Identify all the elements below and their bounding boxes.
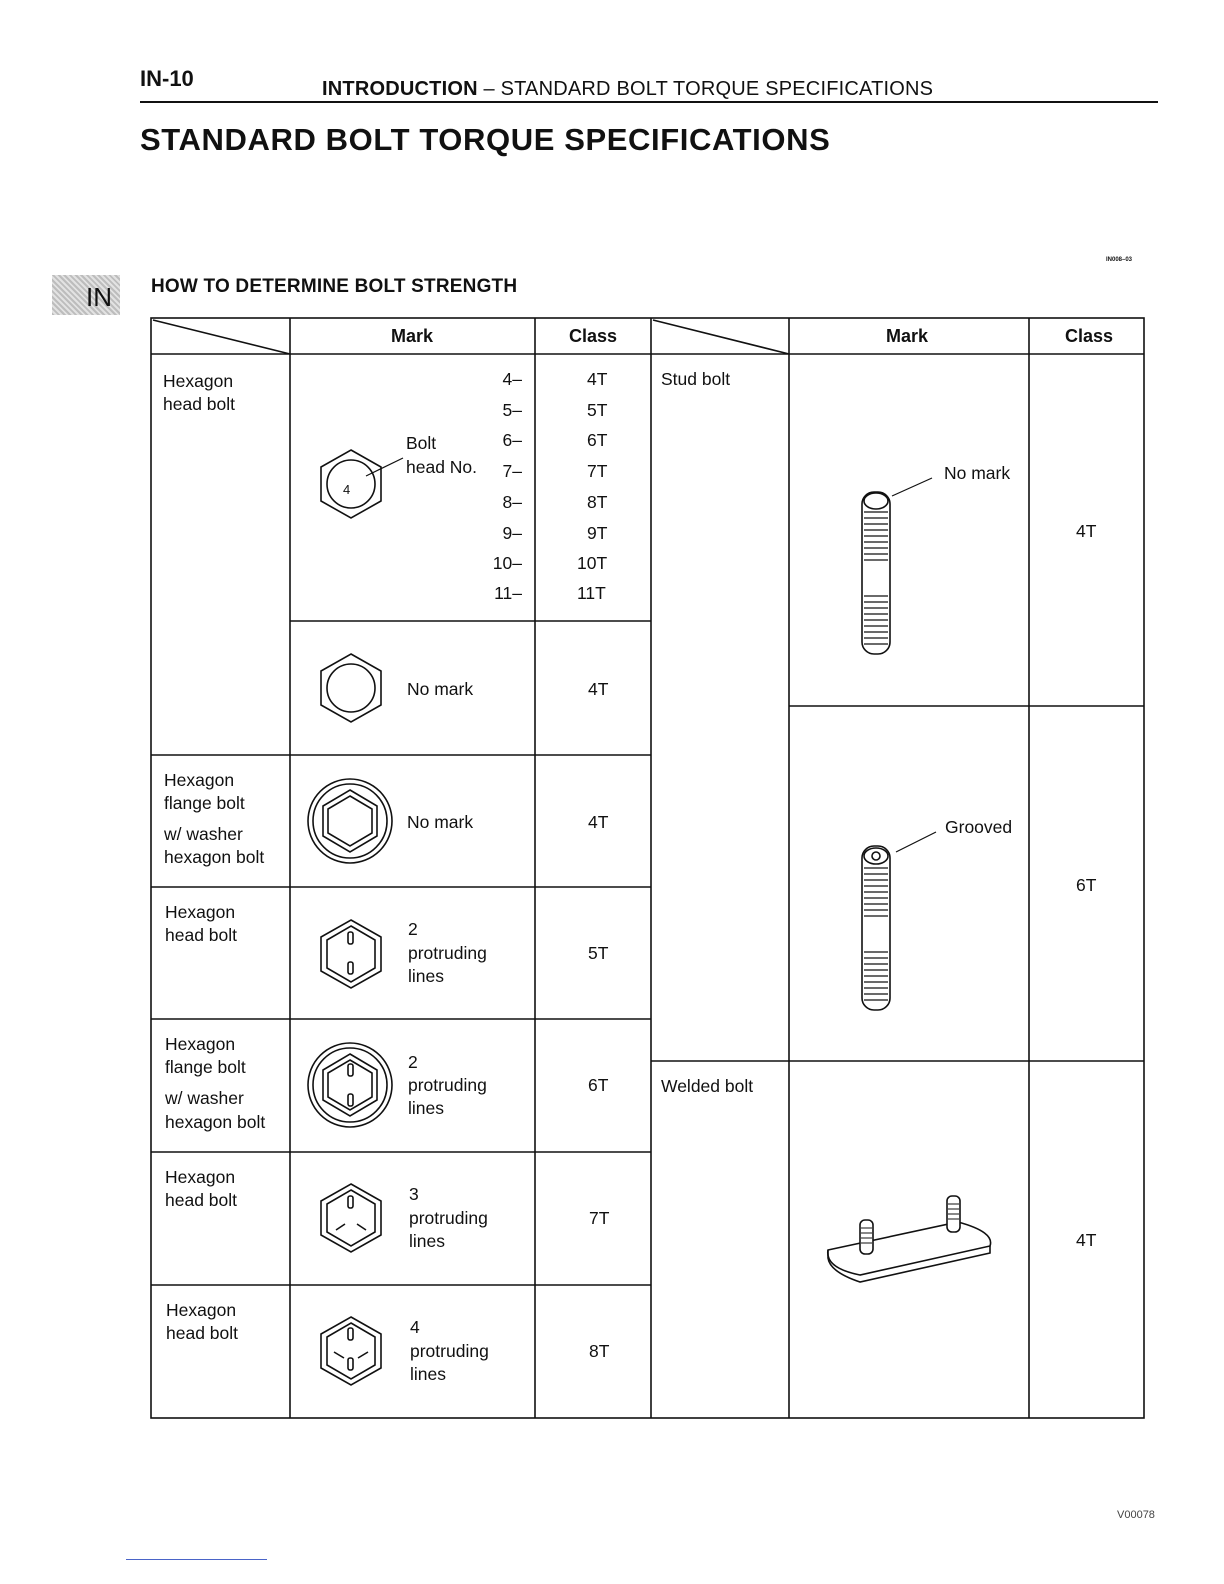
bolt-type-label: head bolt <box>165 1190 238 1210</box>
bolt-type-label: Hexagon <box>165 1034 236 1054</box>
head-number-mark: 8– <box>502 492 522 512</box>
bolt-type-label: head bolt <box>165 925 238 945</box>
head-number-mark: 6– <box>502 430 522 450</box>
bolt-type-label: head bolt <box>166 1323 239 1343</box>
document-code: IN008–03 <box>1106 257 1133 263</box>
bolt-type-label: Hexagon <box>163 371 234 391</box>
running-header-section: INTRODUCTION <box>322 78 478 100</box>
bottom-rule <box>126 1559 267 1560</box>
bolt-type-label: flange bolt <box>164 793 245 813</box>
head-number-label: 4 <box>343 482 351 497</box>
hex-head-3-lines-icon <box>321 1184 381 1252</box>
mark-description: 2 <box>408 1052 418 1072</box>
class-value: 4T <box>1076 521 1097 541</box>
head-number-mark: 9– <box>502 523 522 543</box>
bolt-type-label: Hexagon <box>165 902 236 922</box>
head-number-mark: 5– <box>502 400 522 420</box>
mark-description: lines <box>408 1098 444 1118</box>
flange-bolt-2-lines-icon <box>308 1043 392 1127</box>
bolt-type-label: Welded bolt <box>661 1076 754 1096</box>
bolt-type-label: hexagon bolt <box>165 1112 266 1132</box>
head-number-mark: 4– <box>502 369 522 389</box>
mark-description: Grooved <box>945 817 1013 837</box>
header-mark-right: Mark <box>886 326 929 346</box>
mark-description: protruding <box>410 1341 489 1361</box>
class-value: 4T <box>1076 1230 1097 1250</box>
mark-description: lines <box>408 966 444 986</box>
class-value: 10T <box>577 553 608 573</box>
class-value: 4T <box>587 369 608 389</box>
stud-bolt-no-mark-icon <box>862 478 932 654</box>
callout-label: Bolt <box>406 433 437 453</box>
mark-description: No mark <box>407 812 474 832</box>
callout-label: head No. <box>406 457 478 477</box>
class-value: 6T <box>587 430 608 450</box>
bolt-type-label: w/ washer <box>164 824 243 844</box>
class-value: 9T <box>587 523 608 543</box>
mark-description: protruding <box>408 1075 487 1095</box>
bolt-type-label: Hexagon <box>165 1167 236 1187</box>
class-value: 8T <box>587 492 608 512</box>
class-value: 5T <box>587 400 608 420</box>
class-value: 11T <box>577 583 606 603</box>
welded-bolt-icon <box>828 1196 991 1282</box>
head-number-mark: 10– <box>492 553 522 573</box>
mark-description: lines <box>410 1364 446 1384</box>
page-number: IN-10 <box>140 66 194 91</box>
bolt-type-label: hexagon bolt <box>164 847 265 867</box>
mark-description: No mark <box>407 679 474 699</box>
section-title: HOW TO DETERMINE BOLT STRENGTH <box>151 276 518 297</box>
mark-description: 3 <box>409 1184 419 1204</box>
mark-description: lines <box>409 1231 445 1251</box>
class-value: 6T <box>1076 875 1097 895</box>
class-value: 4T <box>588 679 609 699</box>
bolt-type-label: flange bolt <box>165 1057 246 1077</box>
mark-description: 2 <box>408 919 418 939</box>
numbered-hex-head-icon <box>321 450 403 518</box>
header-mark-left: Mark <box>391 326 434 346</box>
class-value: 6T <box>588 1075 609 1095</box>
mark-description: 4 <box>410 1317 420 1337</box>
hex-head-2-lines-icon <box>321 920 381 988</box>
header-class-right: Class <box>1065 326 1114 346</box>
running-header-topic: – STANDARD BOLT TORQUE SPECIFICATIONS <box>477 78 934 100</box>
bolt-type-label: head bolt <box>163 394 236 414</box>
mark-description: protruding <box>408 943 487 963</box>
class-value: 5T <box>588 943 609 963</box>
mark-description: protruding <box>409 1208 488 1228</box>
head-number-mark: 11– <box>494 583 522 603</box>
class-value: 4T <box>588 812 609 832</box>
class-value: 7T <box>589 1208 610 1228</box>
head-number-mark: 7– <box>502 461 522 481</box>
class-value: 8T <box>589 1341 610 1361</box>
figure-code: V00078 <box>1117 1509 1155 1521</box>
hex-head-4-lines-icon <box>321 1317 381 1385</box>
bolt-type-label: Hexagon <box>166 1300 237 1320</box>
class-value: 7T <box>587 461 608 481</box>
hex-head-no-mark-icon <box>321 654 381 722</box>
bolt-type-label: w/ washer <box>165 1088 244 1108</box>
stud-bolt-grooved-icon <box>862 832 936 1010</box>
header-class-left: Class <box>569 326 618 346</box>
section-tab-marker: IN <box>52 275 120 315</box>
bolt-type-label: Hexagon <box>164 770 235 790</box>
flange-bolt-no-mark-icon <box>308 779 392 863</box>
bolt-type-label: Stud bolt <box>661 369 731 389</box>
page-title: STANDARD BOLT TORQUE SPECIFICATIONS <box>140 122 831 157</box>
mark-description: No mark <box>944 463 1011 483</box>
